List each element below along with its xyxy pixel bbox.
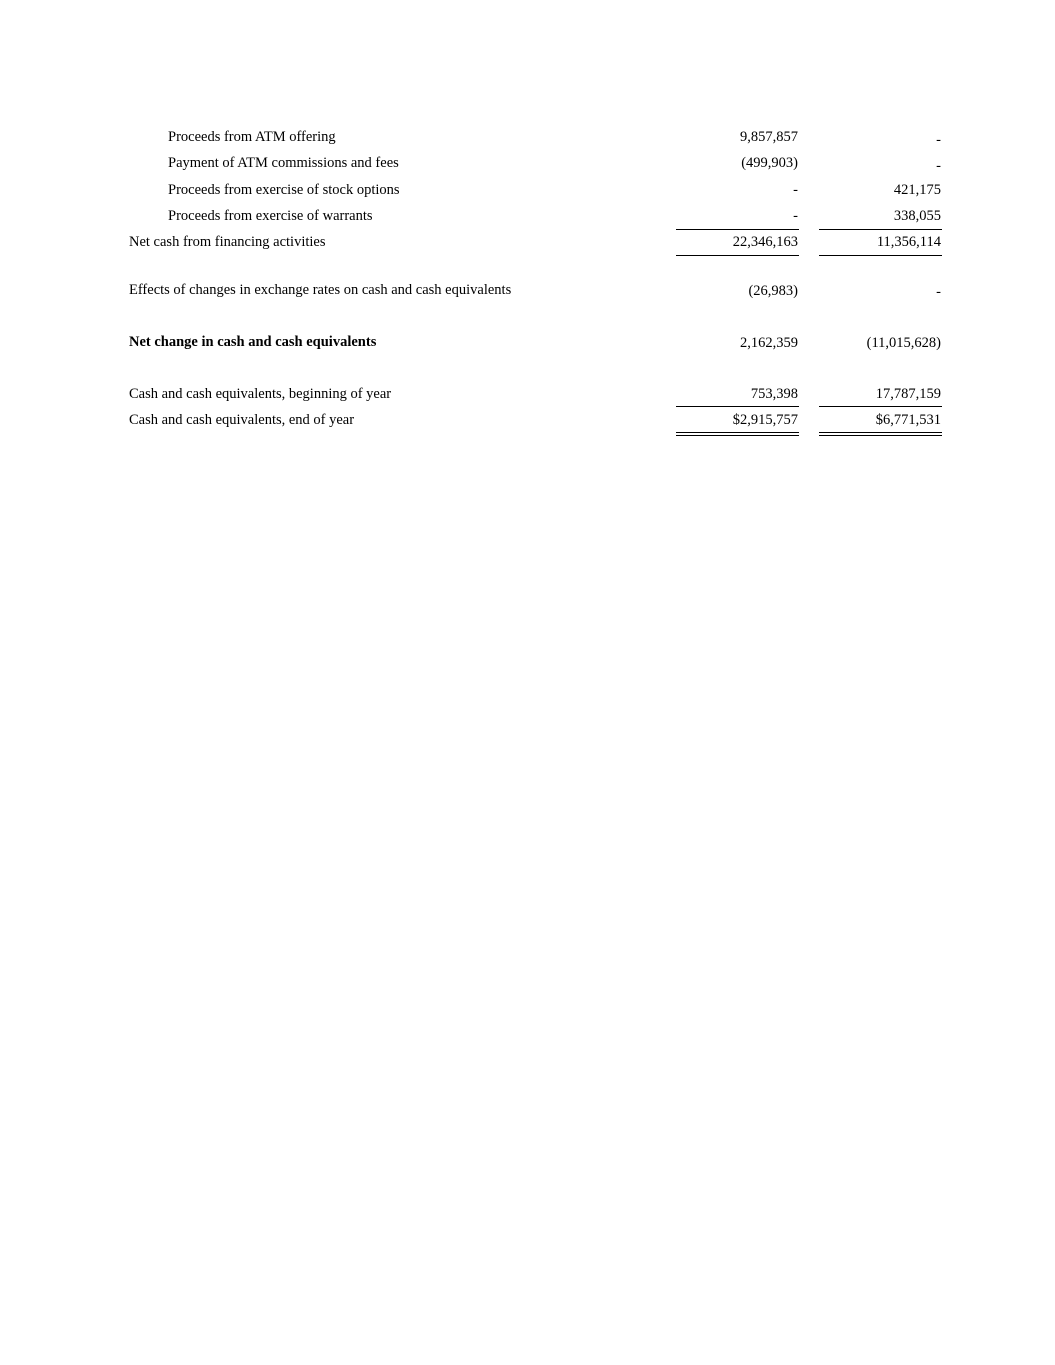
current-year-value: (499,903) — [741, 155, 798, 171]
prior-year-value: 421,175 — [893, 182, 941, 198]
subtotal-rule — [819, 229, 942, 230]
row-label: Proceeds from exercise of warrants — [168, 208, 373, 224]
row-exercise-stock-options — [0, 180, 1055, 200]
prior-year-value: - — [936, 284, 941, 300]
row-label: Proceeds from ATM offering — [168, 129, 336, 145]
total-rule — [819, 255, 942, 256]
subtotal-rule — [676, 229, 799, 230]
prior-year-value: $6,771,531 — [875, 412, 941, 428]
row-label: Net change in cash and cash equivalents — [129, 334, 377, 350]
prior-year-value: 11,356,114 — [876, 234, 941, 250]
total-rule — [676, 255, 799, 256]
current-year-value: 2,162,359 — [740, 335, 798, 351]
row-net-change-cash — [0, 332, 1055, 352]
row-cash-end-year — [0, 410, 1055, 430]
row-label: Net cash from financing activities — [129, 234, 326, 250]
row-payment-atm-commissions — [0, 153, 1055, 173]
prior-year-value: - — [936, 132, 941, 148]
row-label: Payment of ATM commissions and fees — [168, 155, 399, 171]
prior-year-value: 338,055 — [893, 208, 941, 224]
row-label: Cash and cash equivalents, end of year — [129, 412, 355, 428]
prior-year-value: (11,015,628) — [866, 335, 941, 351]
subtotal-rule — [819, 406, 942, 407]
subtotal-rule — [676, 406, 799, 407]
row-label: Cash and cash equivalents, beginning of year — [129, 386, 392, 402]
row-label: Proceeds from exercise of stock options — [168, 182, 400, 198]
row-cash-beginning-year — [0, 384, 1055, 404]
prior-year-value: - — [936, 158, 941, 174]
current-year-value: $2,915,757 — [732, 412, 798, 428]
current-year-value: - — [793, 208, 798, 224]
current-year-value: - — [793, 182, 798, 198]
row-label: Effects of changes in exchange rates on cash and cash equivalents — [129, 282, 512, 298]
prior-year-value: 17,787,159 — [875, 386, 941, 402]
grand-total-double-rule — [819, 432, 942, 436]
row-exchange-rate-effects — [0, 280, 1055, 300]
current-year-value: 753,398 — [750, 386, 798, 402]
current-year-value: 22,346,163 — [732, 234, 798, 250]
current-year-value: (26,983) — [748, 283, 798, 299]
row-net-cash-financing — [0, 232, 1055, 252]
grand-total-double-rule — [676, 432, 799, 436]
row-proceeds-atm-offering — [0, 127, 1055, 147]
current-year-value: 9,857,857 — [740, 129, 798, 145]
row-exercise-warrants — [0, 206, 1055, 226]
